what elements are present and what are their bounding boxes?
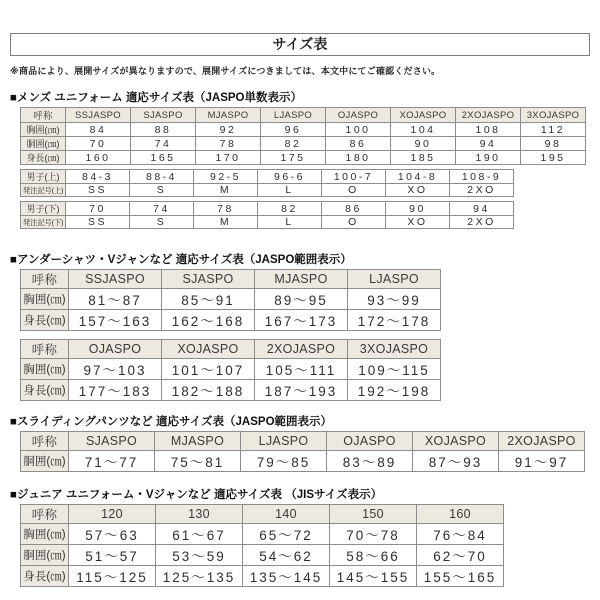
data-cell: 96-6 — [258, 170, 322, 184]
data-cell: 79～85 — [241, 451, 327, 472]
data-cell: 91～97 — [499, 451, 585, 472]
data-cell: 54～62 — [243, 545, 330, 566]
header-row — [21, 505, 504, 524]
row-label-cell: 身長(㎝) — [21, 566, 69, 587]
sliding-pants-section-heading: ■スライディングパンツなど 適応サイズ表（JASPO範囲表示） — [10, 416, 333, 428]
data-cell: 98 — [521, 137, 586, 151]
data-cell: 190 — [456, 151, 521, 165]
column-header-cell: 2XOJASPO — [456, 108, 521, 123]
data-cell: 104-8 — [386, 170, 450, 184]
row-label-cell: 胴囲(㎝) — [21, 451, 69, 472]
column-header-cell: 2XOJASPO — [255, 340, 348, 359]
data-cell: 182～188 — [162, 380, 255, 401]
data-cell: 65～72 — [243, 524, 330, 545]
row-label-cell: 身長(㎝) — [21, 151, 66, 165]
mens-size-table — [20, 107, 600, 165]
mens-top-order-table — [20, 169, 600, 197]
table-row — [21, 524, 504, 545]
table-row — [21, 202, 514, 216]
undershirts-size-table-small — [20, 269, 600, 331]
data-cell: 62～70 — [417, 545, 504, 566]
data-cell: 100 — [326, 123, 391, 137]
page-title: サイズ表 — [10, 33, 590, 56]
data-cell: 160 — [66, 151, 131, 165]
row-label-cell: 胴囲(㎝) — [21, 137, 66, 151]
table-row — [21, 170, 514, 184]
data-cell: 162～168 — [162, 310, 255, 331]
data-cell: 170 — [196, 151, 261, 165]
data-cell: M — [194, 216, 258, 229]
junior-size-table — [20, 504, 600, 587]
data-cell: 180 — [326, 151, 391, 165]
data-cell: 96 — [261, 123, 326, 137]
table-row — [21, 184, 514, 197]
column-header-cell: SJASPO — [162, 270, 255, 289]
row-label-cell: 胴囲(㎝) — [21, 545, 69, 566]
undershirts-size-table-large-grid — [20, 339, 441, 401]
data-cell: 100-7 — [322, 170, 386, 184]
column-header-cell: OJASPO — [69, 340, 162, 359]
data-cell: 108 — [456, 123, 521, 137]
data-cell: 109～115 — [348, 359, 441, 380]
data-cell: 74 — [131, 137, 196, 151]
table-row — [21, 151, 586, 165]
data-cell: 70～78 — [330, 524, 417, 545]
table-row — [21, 137, 586, 151]
data-cell: 2XO — [450, 184, 514, 197]
data-cell: 53～59 — [156, 545, 243, 566]
data-cell: 104 — [391, 123, 456, 137]
data-cell: 86 — [322, 202, 386, 216]
data-cell: 88-4 — [130, 170, 194, 184]
data-cell: 165 — [131, 151, 196, 165]
data-cell: 175 — [261, 151, 326, 165]
data-cell: 70 — [66, 137, 131, 151]
column-header-cell: SJASPO — [69, 432, 155, 451]
data-cell: 78 — [196, 137, 261, 151]
table-row — [21, 289, 441, 310]
row-label-cell: 男子(下) — [21, 202, 66, 216]
data-cell: 83～89 — [327, 451, 413, 472]
data-cell: 195 — [521, 151, 586, 165]
data-cell: 177～183 — [69, 380, 162, 401]
column-header-cell: 150 — [330, 505, 417, 524]
data-cell: 94 — [456, 137, 521, 151]
data-cell: 82 — [261, 137, 326, 151]
table-row — [21, 380, 441, 401]
table-row — [21, 216, 514, 229]
data-cell: 2XO — [450, 216, 514, 229]
column-header-cell: XOJASPO — [391, 108, 456, 123]
table-row — [21, 310, 441, 331]
column-header-cell: 160 — [417, 505, 504, 524]
data-cell: 57～63 — [69, 524, 156, 545]
data-cell: 187～193 — [255, 380, 348, 401]
header-row — [21, 432, 585, 451]
data-cell: XO — [386, 184, 450, 197]
table-row — [21, 545, 504, 566]
column-header-cell: 呼称 — [21, 340, 69, 359]
column-header-cell: 130 — [156, 505, 243, 524]
data-cell: 90 — [391, 137, 456, 151]
disclaimer-note: ※商品により、展開サイズが異なりますので、展開サイズにつきましては、本文中にてご確認ください。 — [10, 66, 441, 76]
sliding-pants-size-table-grid — [20, 431, 585, 472]
column-header-cell: 140 — [243, 505, 330, 524]
column-header-cell: XOJASPO — [162, 340, 255, 359]
column-header-cell: MJASPO — [155, 432, 241, 451]
data-cell: 172～178 — [348, 310, 441, 331]
row-label-cell: 男子(上) — [21, 170, 66, 184]
row-label-cell: 胸囲(㎝) — [21, 524, 69, 545]
data-cell: 75～81 — [155, 451, 241, 472]
data-cell: 76～84 — [417, 524, 504, 545]
row-label-cell: 発注記号(下) — [21, 216, 66, 229]
data-cell: L — [258, 216, 322, 229]
data-cell: M — [194, 184, 258, 197]
table-row — [21, 566, 504, 587]
mens-section-heading: ■メンズ ユニフォーム 適応サイズ表（JASPO単数表示） — [10, 92, 302, 104]
column-header-cell: SSJASPO — [66, 108, 131, 123]
column-header-cell: 呼称 — [21, 505, 69, 524]
data-cell: 112 — [521, 123, 586, 137]
data-cell: 145～155 — [330, 566, 417, 587]
data-cell: 185 — [391, 151, 456, 165]
data-cell: 92 — [196, 123, 261, 137]
table-row — [21, 123, 586, 137]
data-cell: 88 — [131, 123, 196, 137]
data-cell: 84-3 — [66, 170, 130, 184]
data-cell: 70 — [66, 202, 130, 216]
data-cell: SS — [66, 184, 130, 197]
column-header-cell: SJASPO — [131, 108, 196, 123]
column-header-cell: 呼称 — [21, 270, 69, 289]
column-header-cell: LJASPO — [241, 432, 327, 451]
mens-bottom-order-table — [20, 201, 600, 229]
data-cell: XO — [386, 216, 450, 229]
column-header-cell: XOJASPO — [413, 432, 499, 451]
header-row — [21, 108, 586, 123]
row-label-cell: 身長(㎝) — [21, 380, 69, 401]
data-cell: O — [322, 184, 386, 197]
column-header-cell: 120 — [69, 505, 156, 524]
data-cell: 81～87 — [69, 289, 162, 310]
row-label-cell: 胸囲(㎝) — [21, 123, 66, 137]
table-row — [21, 451, 585, 472]
column-header-cell: 呼称 — [21, 432, 69, 451]
data-cell: 125～135 — [156, 566, 243, 587]
data-cell: 58～66 — [330, 545, 417, 566]
sliding-pants-size-table — [20, 431, 600, 472]
column-header-cell: 3XOJASPO — [521, 108, 586, 123]
data-cell: 87～93 — [413, 451, 499, 472]
data-cell: 157～163 — [69, 310, 162, 331]
data-cell: 84 — [66, 123, 131, 137]
data-cell: 167～173 — [255, 310, 348, 331]
data-cell: 135～145 — [243, 566, 330, 587]
row-label-cell: 発注記号(上) — [21, 184, 66, 197]
data-cell: 82 — [258, 202, 322, 216]
junior-section-heading: ■ジュニア ユニフォーム・Vジャンなど 適応サイズ表 （JISサイズ表示） — [10, 489, 383, 501]
junior-size-table-grid — [20, 504, 504, 587]
data-cell: S — [130, 216, 194, 229]
data-cell: 101～107 — [162, 359, 255, 380]
data-cell: 86 — [326, 137, 391, 151]
data-cell: 74 — [130, 202, 194, 216]
data-cell: 61～67 — [156, 524, 243, 545]
data-cell: 105～111 — [255, 359, 348, 380]
undershirts-section-heading: ■アンダーシャツ・Vジャンなど 適応サイズ表（JASPO範囲表示） — [10, 254, 352, 266]
undershirts-size-table-large — [20, 339, 600, 401]
data-cell: 192～198 — [348, 380, 441, 401]
column-header-cell: SSJASPO — [69, 270, 162, 289]
mens-bottom-order-table-grid — [20, 201, 514, 229]
column-header-cell: 呼称 — [21, 108, 66, 123]
data-cell: 71～77 — [69, 451, 155, 472]
header-row — [21, 340, 441, 359]
data-cell: SS — [66, 216, 130, 229]
table-row — [21, 359, 441, 380]
data-cell: S — [130, 184, 194, 197]
column-header-cell: MJASPO — [196, 108, 261, 123]
data-cell: 90 — [386, 202, 450, 216]
data-cell: 89～95 — [255, 289, 348, 310]
column-header-cell: OJASPO — [327, 432, 413, 451]
column-header-cell: MJASPO — [255, 270, 348, 289]
data-cell: 85～91 — [162, 289, 255, 310]
data-cell: 92-5 — [194, 170, 258, 184]
data-cell: O — [322, 216, 386, 229]
row-label-cell: 胸囲(㎝) — [21, 289, 69, 310]
data-cell: 115～125 — [69, 566, 156, 587]
column-header-cell: LJASPO — [348, 270, 441, 289]
undershirts-size-table-small-grid — [20, 269, 441, 331]
row-label-cell: 胸囲(㎝) — [21, 359, 69, 380]
data-cell: 93～99 — [348, 289, 441, 310]
column-header-cell: 3XOJASPO — [348, 340, 441, 359]
data-cell: 108-9 — [450, 170, 514, 184]
header-row — [21, 270, 441, 289]
mens-top-order-table-grid — [20, 169, 514, 197]
column-header-cell: OJASPO — [326, 108, 391, 123]
column-header-cell: 2XOJASPO — [499, 432, 585, 451]
row-label-cell: 身長(㎝) — [21, 310, 69, 331]
mens-size-table-grid — [20, 107, 586, 165]
data-cell: L — [258, 184, 322, 197]
column-header-cell: LJASPO — [261, 108, 326, 123]
data-cell: 155～165 — [417, 566, 504, 587]
data-cell: 97～103 — [69, 359, 162, 380]
data-cell: 51～57 — [69, 545, 156, 566]
data-cell: 94 — [450, 202, 514, 216]
data-cell: 78 — [194, 202, 258, 216]
